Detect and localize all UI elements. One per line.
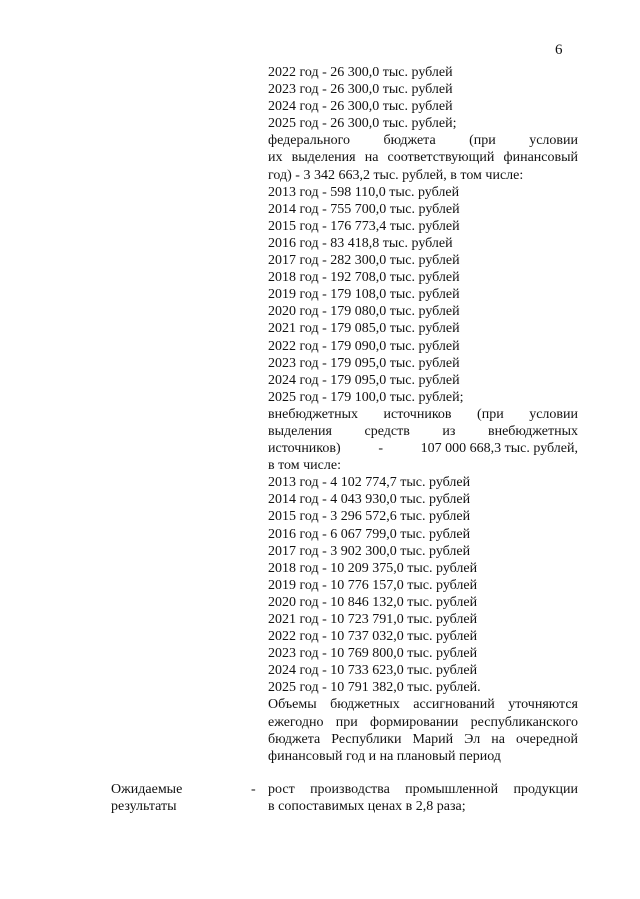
word: (при	[469, 133, 496, 149]
federal-line-1	[268, 132, 578, 149]
federal-year-line: 2017 год - 282 300,0 тыс. рублей	[268, 253, 460, 269]
federal-year-line: 2013 год - 598 110,0 тыс. рублей	[268, 184, 460, 200]
federal-year-line: 2014 год - 755 700,0 тыс. рублей	[268, 201, 460, 217]
word: условии	[529, 406, 578, 422]
results-dash: -	[251, 782, 256, 797]
results-label	[111, 781, 182, 815]
offbudget-year-line: 2014 год - 4 043 930,0 тыс. рублей	[268, 492, 471, 508]
note-line: ежегодно при формировании республиканского	[268, 714, 578, 730]
federal-year-line: 2021 год - 179 085,0 тыс. рублей	[268, 321, 460, 337]
federal-year-line: 2024 год - 179 095,0 тыс. рублей	[268, 372, 460, 388]
word: федерального	[268, 133, 351, 149]
page-number: 6	[555, 42, 563, 58]
federal-year-line: 2025 год - 179 100,0 тыс. рублей;	[268, 389, 464, 405]
offbudget-year-line: 2019 год - 10 776 157,0 тыс. рублей	[268, 577, 478, 593]
offbudget-year-line: 2016 год - 6 067 799,0 тыс. рублей	[268, 526, 471, 542]
word: из	[442, 423, 456, 439]
word: условии	[529, 133, 578, 149]
offbudget-year-line: 2013 год - 4 102 774,7 тыс. рублей	[268, 475, 471, 491]
word: внебюджетных	[268, 406, 359, 422]
offbudget-year-line: 2018 год - 10 209 375,0 тыс. рублей	[268, 560, 478, 576]
offbudget-year-line: 2021 год - 10 723 791,0 тыс. рублей	[268, 612, 478, 627]
offbudget-year-line: 2015 год - 3 296 572,6 тыс. рублей	[268, 509, 471, 525]
word: 107 000 668,3 тыс. рублей,	[420, 441, 578, 457]
offbudget-year-line: 2017 год - 3 902 300,0 тыс. рублей	[268, 543, 471, 559]
note-line: Объемы бюджетных ассигнований уточняются	[268, 697, 578, 713]
text-line: 2022 год - 26 300,0 тыс. рублей	[268, 65, 453, 80]
results-label-line: результаты	[111, 799, 177, 815]
federal-year-line: 2019 год - 179 108,0 тыс. рублей	[268, 287, 460, 303]
federal-year-line: 2020 год - 179 080,0 тыс. рублей	[268, 304, 460, 320]
results-label-line: Ожидаемые	[111, 782, 183, 797]
note-line: финансовый год и на плановый период	[268, 748, 501, 764]
offbudget-year-line: 2022 год - 10 737 032,0 тыс. рублей	[268, 629, 478, 645]
offbudget-line-3	[268, 440, 578, 457]
funding-column	[268, 64, 578, 765]
offbudget-line-4: в том числе:	[268, 458, 341, 474]
word: -	[378, 441, 383, 457]
federal-line-3: год) - 3 342 663,2 тыс. рублей, в том числе:	[268, 167, 524, 183]
results-text	[268, 781, 578, 815]
federal-year-line: 2023 год - 179 095,0 тыс. рублей	[268, 355, 460, 371]
offbudget-year-line: 2020 год - 10 846 132,0 тыс. рублей	[268, 594, 478, 610]
note-line: бюджета Республики Марий Эл на очередной	[268, 731, 578, 747]
results-text-line: в сопоставимых ценах в 2,8 раза;	[268, 799, 466, 815]
word: бюджета	[383, 133, 436, 149]
word: выделения	[268, 423, 332, 439]
federal-line-2: их выделения на соответствующий финансовый	[268, 150, 578, 166]
word: (при	[477, 406, 504, 422]
offbudget-year-line: 2025 год - 10 791 382,0 тыс. рублей.	[268, 680, 481, 696]
federal-year-line: 2015 год - 176 773,4 тыс. рублей	[268, 218, 460, 234]
federal-year-line: 2018 год - 192 708,0 тыс. рублей	[268, 270, 460, 286]
text-line: 2024 год - 26 300,0 тыс. рублей	[268, 99, 453, 115]
word: внебюджетных	[487, 423, 578, 439]
offbudget-line-2	[268, 423, 578, 440]
results-text-line: рост производства промышленной продукции	[268, 782, 578, 797]
word: средств	[364, 423, 410, 439]
federal-year-line: 2022 год - 179 090,0 тыс. рублей	[268, 338, 460, 354]
word: источников	[383, 406, 452, 422]
text-line: 2023 год - 26 300,0 тыс. рублей	[268, 82, 453, 98]
federal-year-line: 2016 год - 83 418,8 тыс. рублей	[268, 235, 453, 251]
offbudget-year-line: 2024 год - 10 733 623,0 тыс. рублей	[268, 663, 478, 679]
offbudget-line-1	[268, 406, 578, 423]
word: источников)	[268, 441, 341, 457]
offbudget-year-line: 2023 год - 10 769 800,0 тыс. рублей	[268, 646, 478, 662]
text-line: 2025 год - 26 300,0 тыс. рублей;	[268, 116, 457, 132]
